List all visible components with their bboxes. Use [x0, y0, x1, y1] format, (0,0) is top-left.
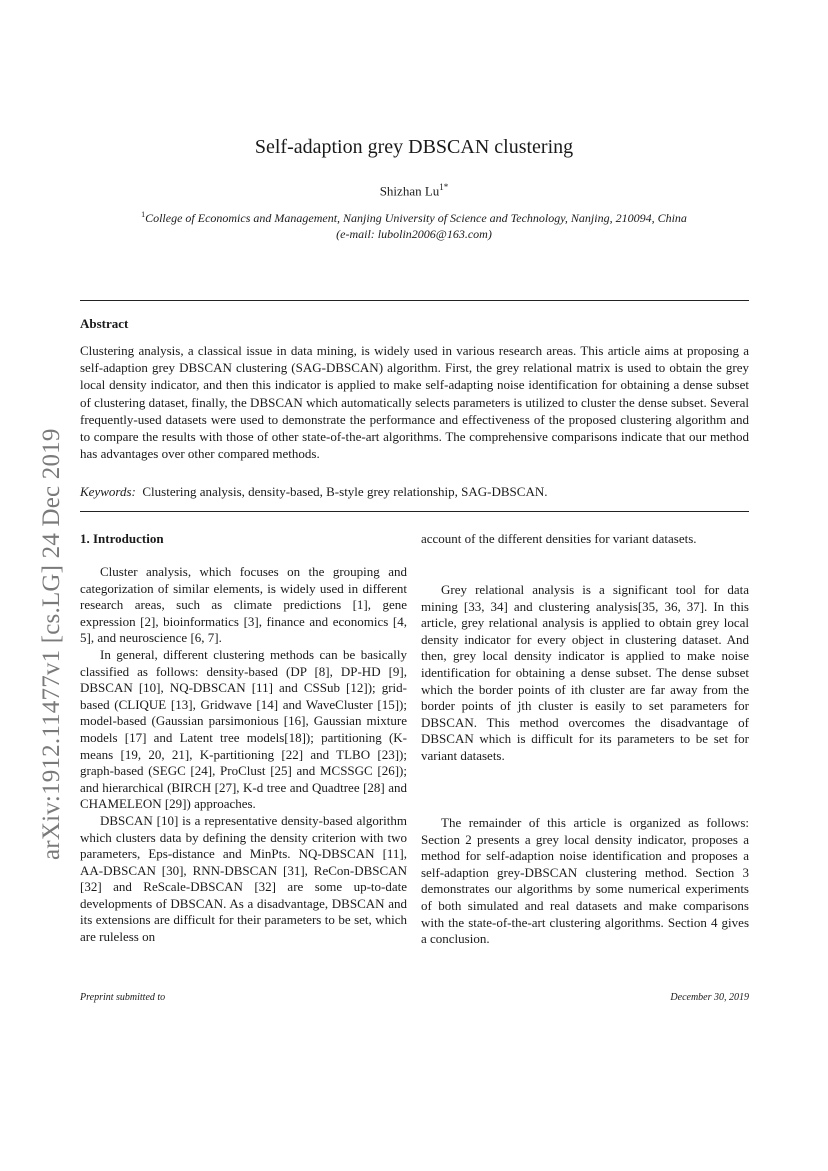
keywords-label: Keywords:	[80, 484, 136, 499]
author-name: Shizhan Lu	[379, 183, 440, 199]
section-heading-introduction: 1. Introduction	[80, 531, 164, 546]
keywords-text: Clustering analysis, density-based, B-style grey relationship, SAG-DBSCAN.	[142, 484, 548, 499]
intro-paragraph-2: In general, different clustering methods can be basically classified as follows: density-based (DP [8], DP-HD [9], DBSCAN [10], NQ-DBSCAN [11] and CSSub [12]); grid-based (CLIQUE [13], Gridwave [14] and WaveCluster [15]); model-based (Gaussian parsimonious [16], Gaussian mixture models [17] and Latent tree models[18]); partitioning (K-means [19, 20, 21], K-partitioning [22] and TLBO [23]); graph-based (SEGC [24], ProClust [25] and MCSSGC [26]); and hierarchical (BIRCH [27], K-d tree and Quadtree [28] and CHAMELEON [29]) approaches.	[80, 646, 407, 812]
email-line: (e-mail: lubolin2006@163.com)	[336, 227, 492, 241]
affiliation-block	[80, 207, 748, 242]
grey-relational-paragraph: Grey relational analysis is a significant tool for data mining [33, 34] and clustering analysis[35, 36, 37]. In this article, grey relational analysis is applied to obtain grey local density indicator for every object in clustering dataset. And then, grey local density indicator is applied to make noise identification for obtaining a dense subset. The dense subset which the border points of ith cluster are far away from the border points of jth cluster is easily to set parameters for DBSCAN. This method overcomes the disadvantage of DBSCAN which is difficult for its parameters to be set for variant datasets.	[421, 582, 749, 763]
footer-preprint: Preprint submitted to	[80, 992, 166, 1003]
top-rule	[80, 300, 749, 301]
abstract-text: Clustering analysis, a classical issue in data mining, is widely used in various research areas. This article aims at proposing a self-adaption grey DBSCAN clustering (SAG-DBSCAN) algorithm. First, the grey relational matrix is used to obtain the grey local density indicator, and then this indicator is applied to make self-adapting noise identification for obtaining a dense subset of clustering dataset, finally, the DBSCAN which automatically selects parameters is utilized to cluster the dense subset. Several frequently-used datasets were used to demonstrate the performance and effectiveness of the proposed clustering algorithm and to compare the results with those of other state-of-the-art algorithms. The comprehensive comparisons indicate that our method has advantages over other compared methods.	[80, 343, 749, 462]
right-column-continuation	[421, 531, 749, 548]
bottom-rule	[80, 511, 749, 512]
left-column	[80, 564, 407, 946]
right-column-paragraph-2	[421, 582, 749, 765]
intro-paragraph-1: Cluster analysis, which focuses on the grouping and categorization of similar elements, is widely used in different research areas, such as climate predictions [1], gene expression [2], bioinformatics [3], finance and economics [4, 5], and neuroscience [6, 7].	[80, 564, 407, 646]
abstract-heading: Abstract	[80, 316, 129, 331]
arxiv-side-stamp: arXiv:1912.11477v1 [cs.LG] 24 Dec 2019	[38, 428, 65, 860]
affiliation-text: College of Economics and Management, Nanjing University of Science and Technology, Nanjing, 210094, China	[145, 211, 687, 225]
keywords-line	[80, 484, 749, 500]
affiliation-superscript: 1	[141, 210, 146, 219]
continuation-text: account of the different densities for variant datasets.	[421, 531, 697, 546]
organization-paragraph: The remainder of this article is organized as follows: Section 2 presents a grey local density indicator, proposes a method for self-adaption noise identification and proposes a self-adaption grey-DBSCAN clustering method. Section 3 demonstrates our algorithms by some numerical experiments of both simulated and real datasets and make comparisons with the state-of-the-art clustering algorithms. Section 4 gives a conclusion.	[421, 815, 749, 947]
right-column-paragraph-3	[421, 815, 749, 948]
paper-title: Self-adaption grey DBSCAN clustering	[254, 136, 574, 158]
affiliation-line	[80, 207, 748, 226]
intro-paragraph-3: DBSCAN [10] is a representative density-based algorithm which clusters data by defining the density criterion with two parameters, Eps-distance and MinPts. NQ-DBSCAN [11], AA-DBSCAN [30], RNN-DBSCAN [31], ReCon-DBSCAN [32] and ReScale-DBSCAN [32] are some up-to-date developments of DBSCAN. As a disadvantage, DBSCAN and its extensions are difficult for their parameters to be set, which are ruleless on	[80, 812, 407, 945]
author-superscript: 1*	[439, 182, 449, 192]
author-line	[0, 182, 828, 199]
footer-date: December 30, 2019	[670, 992, 749, 1003]
